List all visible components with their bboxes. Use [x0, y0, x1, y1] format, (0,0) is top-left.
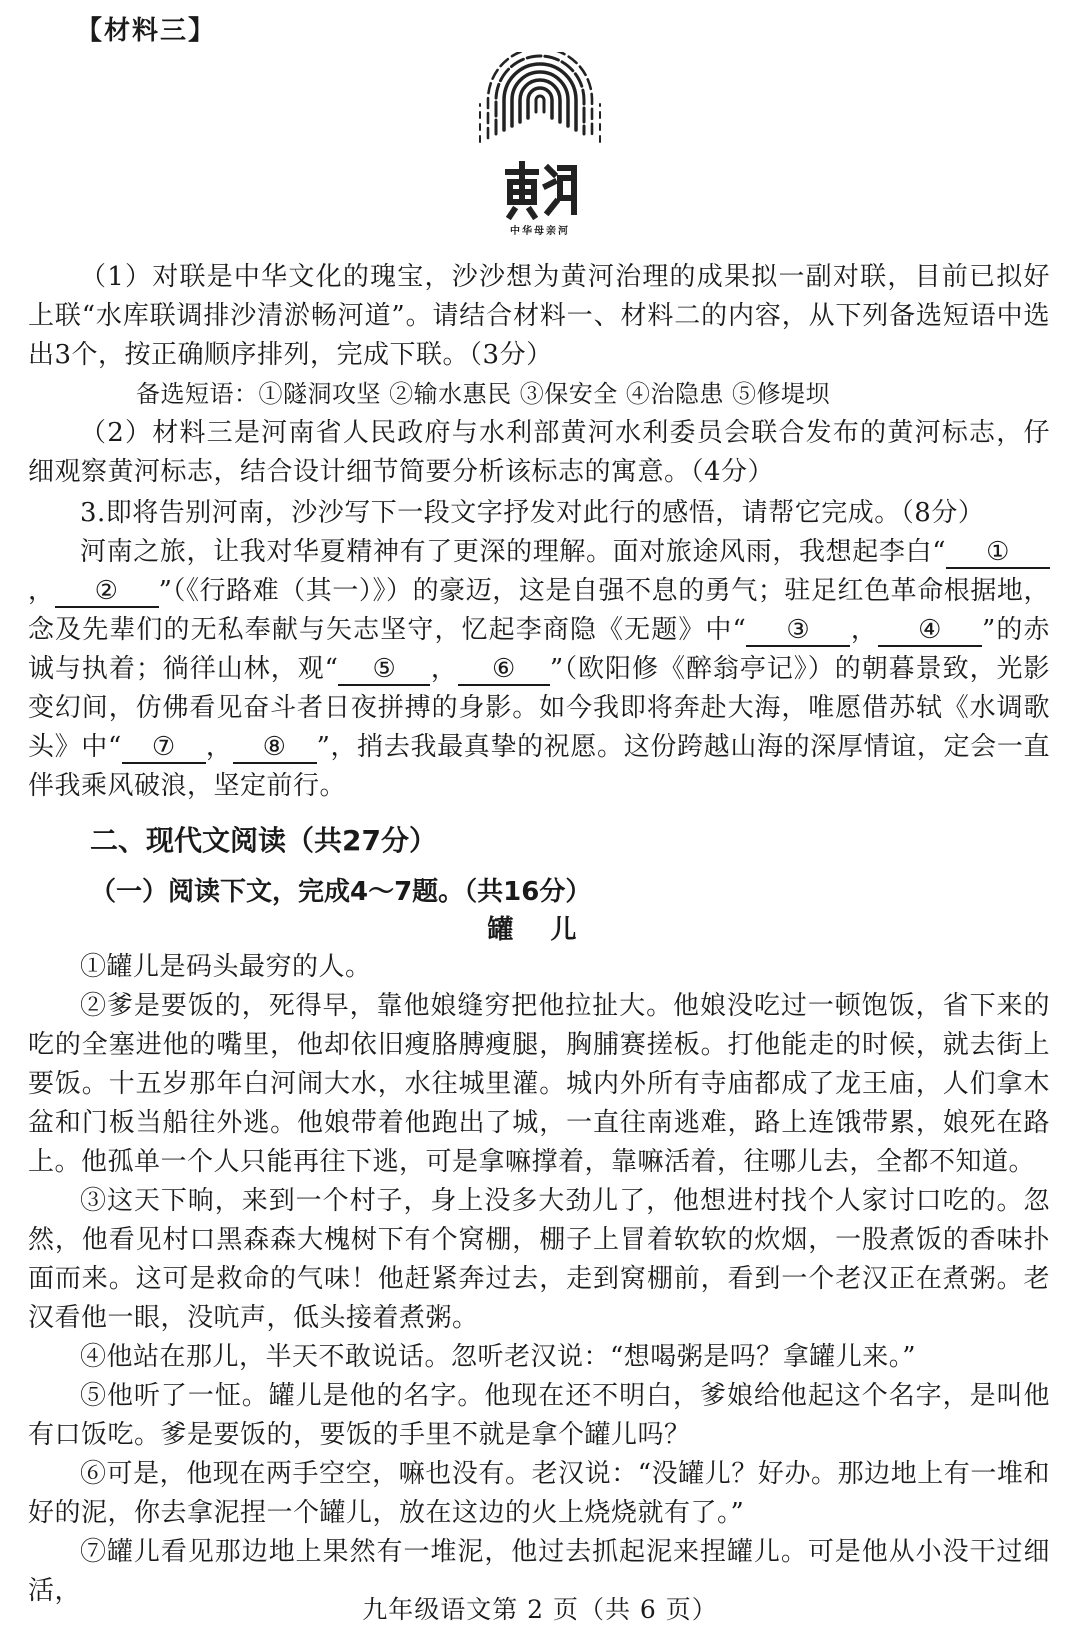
section-2-title: 二、现代文阅读（共27分） — [90, 824, 437, 857]
blank-6: ⑥ — [458, 654, 550, 686]
blank-8: ⑧ — [233, 732, 317, 764]
article-paragraph: ⑦罐儿看见那边地上果然有一堆泥，他过去抓起泥来捏罐儿。可是他从小没干过细活， — [28, 1537, 1050, 1606]
passage-segment: ， — [28, 576, 55, 606]
page-footer: 九年级语文第 2 页（共 6 页） — [362, 1595, 718, 1624]
question-2-text: （2）材料三是河南省人民政府与水利部黄河水利委员会联合发布的黄河标志，仔细观察黄河标志，结合设计细节简要分析该标志的寓意。（4分） — [28, 418, 1050, 487]
section-2-subtitle: （一）阅读下文，完成4～7题。（共16分） — [90, 877, 592, 907]
passage-segment: ”（《行路难（其一）》）的豪迈，这是自强不息的勇气；驻足红色革命根据地，念及先辈们的无私奉献与矢志坚守，忆起李商隐《无题》中“ — [28, 576, 1050, 645]
question-1-text: （1）对联是中华文化的瑰宝，沙沙想为黄河治理的成果拟一副对联，目前已拟好上联“水库联调排沙清淤畅河道”。请结合材料一、材料二的内容，从下列备选短语中选出3个，按正确顺序排列，完成下联。（3分） — [28, 262, 1050, 370]
article-paragraph: ①罐儿是码头最穷的人。 — [80, 952, 372, 982]
question-3-title: 3.即将告别河南，沙沙写下一段文字抒发对此行的感悟，请帮它完成。（8分） — [80, 498, 985, 528]
blank-5: ⑤ — [338, 654, 430, 686]
yellow-river-fingerprint-logo-icon — [470, 52, 610, 220]
article-paragraph: ②爹是要饭的，死得早，靠他娘缝穷把他拉扯大。他娘没吃过一顿饱饭，省下来的吃的全塞进他的嘴里，他却依旧瘦胳膊瘦腿，胸脯赛搓板。打他能走的时候，就去街上要饭。十五岁那年白河闹大水，水往城里灌。城内外所有寺庙都成了龙王庙，人们拿木盆和门板当船往外逃。他娘带着他跑出了城，一直往南逃难，路上连饿带累，娘死在路上。他孤单一个人只能再往下逃，可是拿嘛撑着，靠嘛活着，往哪儿去，全都不知道。 — [28, 991, 1050, 1177]
article-paragraph: ④他站在那儿，半天不敢说话。忽听老汉说：“想喝粥是吗？拿罐儿来。” — [80, 1342, 917, 1372]
passage-segment: ”（欧阳修《醉翁亭记》）的朝暮景致，光影变幻间，仿佛看见奋斗者日夜拼搏的身影。如今我即将奔赴大海，唯愿借苏轼《水调歌头》中“ — [28, 654, 1050, 762]
question-1-options: 备选短语：①隧洞攻坚 ②输水惠民 ③保安全 ④治隐患 ⑤修堤坝 — [136, 380, 831, 408]
blank-4: ④ — [878, 615, 982, 647]
article-title: 罐 儿 — [487, 915, 591, 945]
passage-segment: 河南之旅，让我对华夏精神有了更深的理解。面对旅途风雨，我想起李白“ — [80, 537, 946, 567]
exam-content — [28, 258, 1050, 1611]
question-3-passage — [28, 533, 1050, 806]
passage-segment: ”，捎去我最真挚的祝愿。这份跨越山海的深厚情谊，定会一直伴我乘风破浪，坚定前行。 — [28, 732, 1050, 801]
blank-1: ① — [946, 537, 1050, 569]
material-three-label: 【材料三】 — [76, 16, 217, 46]
article-paragraph: ⑥可是，他现在两手空空，嘛也没有。老汉说：“没罐儿？好办。那边地上有一堆和好的泥，你去拿泥捏一个罐儿，放在这边的火上烧烧就有了。” — [28, 1459, 1050, 1528]
blank-2: ② — [55, 576, 159, 608]
article-paragraph: ⑤他听了一怔。罐儿是他的名字。他现在还不明白，爹娘给他起这个名字，是叫他有口饭吃。爹是要饭的，要饭的手里不就是拿个罐儿吗？ — [28, 1381, 1050, 1450]
blank-7: ⑦ — [122, 732, 206, 764]
passage-segment: ， — [850, 615, 879, 645]
yellow-river-logo — [470, 52, 610, 242]
blank-3: ③ — [746, 615, 850, 647]
logo-subtitle: 中华母亲河 — [510, 226, 570, 237]
passage-segment: ， — [430, 654, 458, 684]
article-paragraph: ③这天下晌，来到一个村子，身上没多大劲儿了，他想进村找个人家讨口吃的。忽然，他看见村口黑森森大槐树下有个窝棚，棚子上冒着软软的炊烟，一股煮饭的香味扑面而来。这可是救命的气味！他赶紧奔过去，走到窝棚前，看到一个老汉正在煮粥。老汉看他一眼，没吭声，低头接着煮粥。 — [28, 1186, 1050, 1333]
passage-segment: ， — [205, 732, 233, 762]
passage-segment: ”的赤诚与执着；徜徉山林，观“ — [28, 615, 1051, 684]
